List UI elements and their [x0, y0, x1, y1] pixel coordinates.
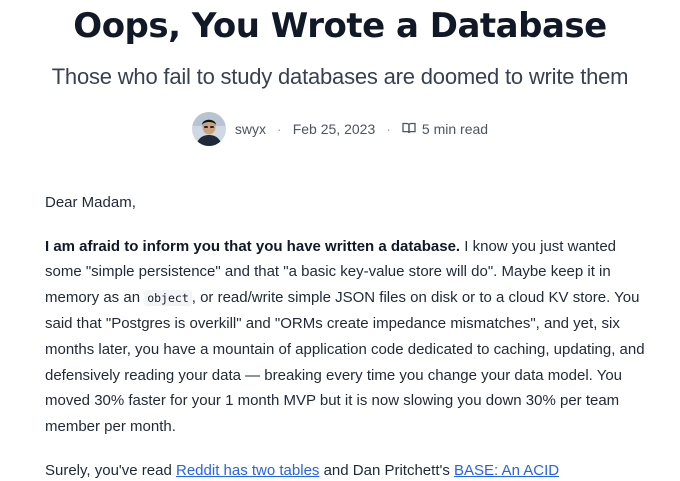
bold-lead-sentence: I am afraid to inform you that you have written a database.	[45, 237, 461, 255]
link-base-an-acid[interactable]: BASE: An ACID	[454, 462, 560, 480]
greeting-paragraph: Dear Madam,	[45, 194, 136, 211]
read-time	[402, 121, 488, 137]
paragraph-text: I know you just wanted some "simple persistence" and that "a basic key-value store will do". Maybe keep it in memory as an	[45, 237, 617, 306]
page-title: Oops, You Wrote a Database	[73, 6, 607, 46]
page-subtitle: Those who fail to study databases are doomed to write them	[51, 64, 629, 89]
link-reddit-two-tables[interactable]: Reddit has two tables	[176, 462, 320, 480]
read-time-label: 5 min read	[421, 121, 489, 137]
author-name[interactable]: swyx	[234, 121, 267, 137]
author-avatar[interactable]	[192, 112, 226, 146]
meta-separator: ·	[386, 121, 391, 137]
references-paragraph	[45, 458, 645, 481]
article-body	[45, 190, 645, 481]
inline-code: object	[144, 290, 192, 306]
book-open-icon	[402, 121, 416, 137]
paragraph-text: Surely, you've read	[45, 462, 176, 480]
meta-separator: ·	[277, 121, 282, 137]
paragraph-text: , or read/write simple JSON files on disk or to a cloud KV store. You said that "Postgres is overkill" and "ORMs create impedance mismatches", and yet, six months later, you have a mountain of application code dedicated to caching, updating, and defensively reading your data — breaking every time you change your data model. You moved 30% faster for your 1 month MVP but it is now slowing you down 30% per team member per month.	[45, 288, 645, 435]
post-date: Feb 25, 2023	[292, 121, 376, 137]
intro-paragraph	[45, 234, 645, 440]
post-meta	[0, 110, 680, 148]
paragraph-text: and Dan Pritchett's	[319, 462, 455, 480]
